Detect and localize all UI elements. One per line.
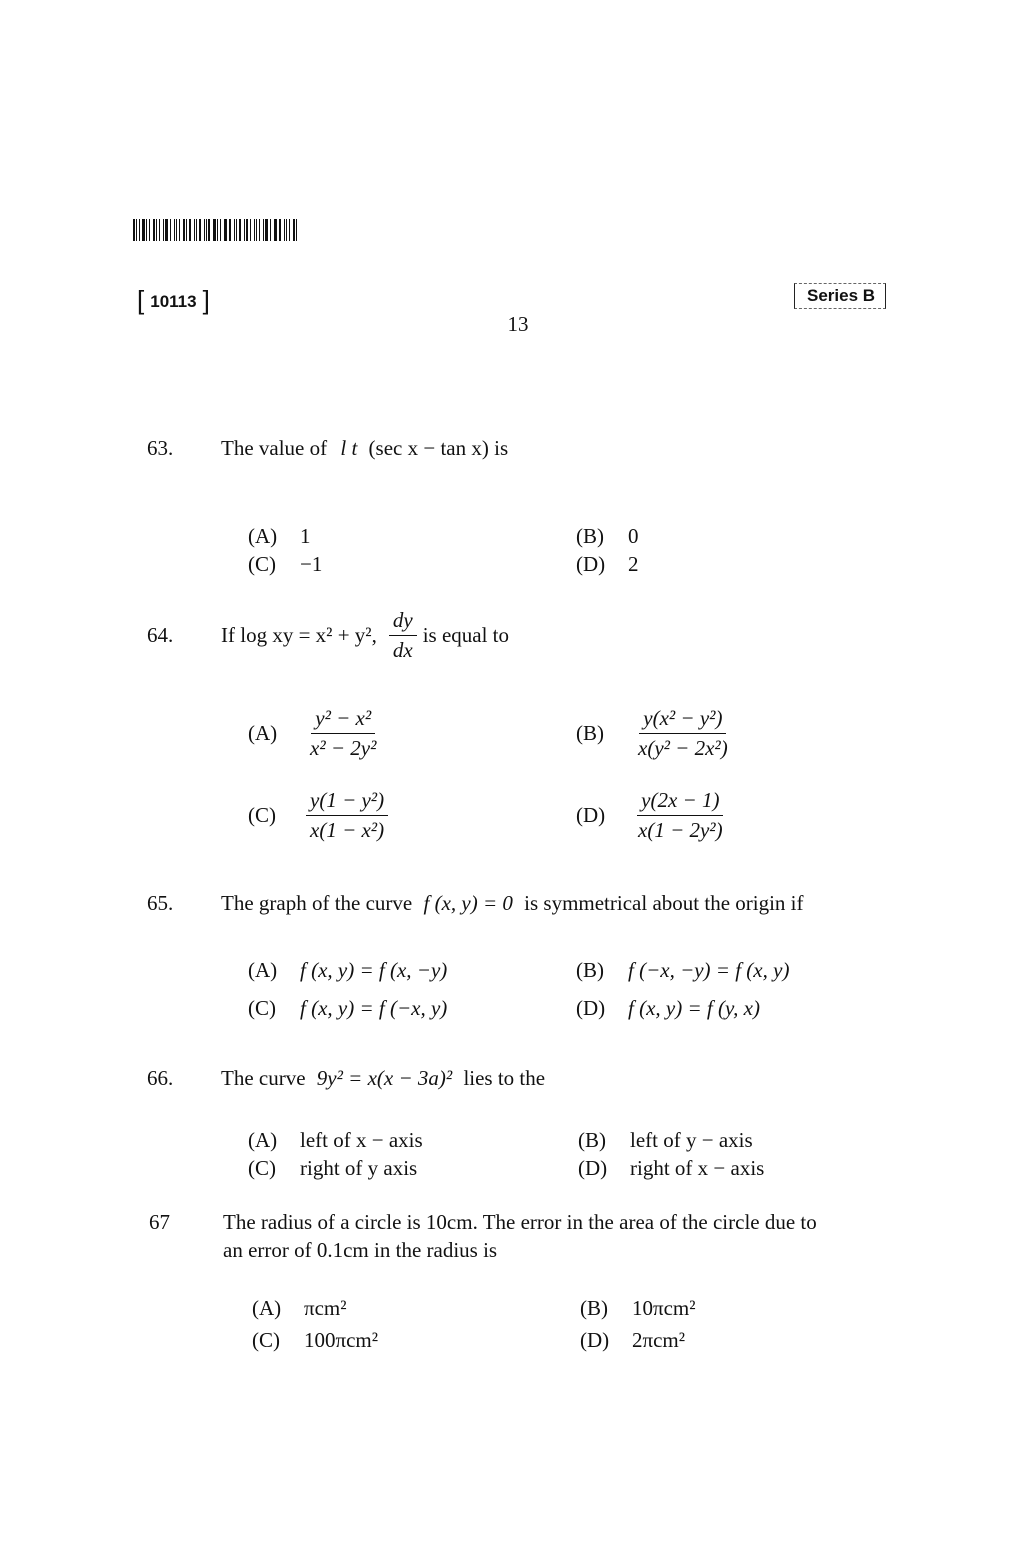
question-text: [221, 891, 804, 916]
option-c[interactable]: [248, 1156, 417, 1181]
barcode-bar: [159, 219, 160, 241]
barcode-bar: [270, 219, 271, 241]
option-label: (C): [248, 803, 276, 827]
barcode-bar: [229, 219, 231, 241]
question-expression: (sec x − tan x): [368, 436, 489, 460]
barcode-bar: [217, 219, 218, 241]
option-label: (D): [578, 1156, 608, 1180]
option-b[interactable]: [580, 1296, 696, 1321]
option-label: (D): [576, 552, 606, 576]
barcode-bar: [244, 219, 245, 241]
fraction-numerator: dy: [389, 608, 417, 636]
barcode-bar: [174, 219, 176, 241]
barcode-bar: [208, 219, 210, 241]
option-label: (B): [576, 721, 604, 745]
fraction-denominator: x² − 2y²: [310, 736, 377, 760]
option-fraction: [634, 706, 732, 761]
option-c[interactable]: [252, 1328, 378, 1353]
option-a[interactable]: [248, 524, 311, 549]
option-text: left of x − axis: [300, 1128, 423, 1152]
question-number: 64.: [147, 623, 174, 647]
barcode-bar: [259, 219, 260, 241]
option-label: (B): [576, 524, 604, 548]
option-d[interactable]: [576, 788, 733, 843]
option-b[interactable]: [578, 1128, 753, 1153]
option-text: 2: [628, 552, 639, 576]
option-c[interactable]: [248, 788, 394, 843]
option-label: (C): [248, 1156, 276, 1180]
barcode-bar: [289, 219, 290, 241]
option-c[interactable]: [248, 552, 322, 577]
barcode-bar: [296, 219, 297, 241]
barcode-bar: [133, 219, 135, 241]
barcode-bar: [279, 219, 281, 241]
option-text: −1: [300, 552, 323, 576]
question-text: [221, 436, 508, 461]
option-label: (B): [578, 1128, 606, 1152]
barcode-bar: [142, 219, 145, 241]
barcode-bar: [250, 219, 251, 241]
question-text-suffix: is equal to: [422, 623, 510, 647]
question-text-prefix: The graph of the curve: [221, 891, 413, 915]
limit-symbol: l t: [340, 436, 358, 460]
series-badge: [794, 283, 886, 309]
option-text: 10πcm²: [632, 1296, 696, 1320]
barcode-bar: [186, 219, 187, 241]
barcode-bar: [275, 219, 277, 241]
question-text-prefix: The value of: [221, 436, 328, 460]
option-label: (D): [580, 1328, 610, 1352]
barcode-bar: [263, 219, 264, 241]
question-text-prefix: The curve: [221, 1066, 306, 1090]
barcode-bar: [213, 219, 216, 241]
option-label: (A): [252, 1296, 282, 1320]
question-text-line-2: an error of 0.1cm in the radius is: [223, 1238, 498, 1262]
series-text: Series B: [807, 286, 876, 305]
option-b[interactable]: [576, 706, 738, 761]
option-c[interactable]: [248, 996, 447, 1021]
option-label: (A): [248, 524, 278, 548]
option-text: f (x, y) = f (y, x): [628, 996, 760, 1020]
option-fraction: [306, 706, 380, 761]
barcode-bar: [206, 219, 207, 241]
barcode-bar: [286, 219, 287, 241]
option-d[interactable]: [576, 996, 760, 1021]
option-text: f (x, y) = f (x, −y): [300, 958, 448, 982]
barcode-bar: [199, 219, 201, 241]
barcode-bar: [274, 219, 275, 241]
barcode-bar: [156, 219, 158, 241]
option-label: (C): [248, 996, 276, 1020]
barcode-bar: [165, 219, 168, 241]
barcode-bar: [149, 219, 150, 241]
option-text: right of x − axis: [630, 1156, 765, 1180]
question-text-suffix: is: [494, 436, 509, 460]
option-label: (C): [248, 552, 276, 576]
option-d[interactable]: [576, 552, 639, 577]
barcode-bar: [220, 219, 221, 241]
option-label: (A): [248, 721, 278, 745]
option-b[interactable]: [576, 524, 639, 549]
barcode-bar: [163, 219, 164, 241]
barcode-bar: [246, 219, 248, 241]
option-label: (B): [576, 958, 604, 982]
fraction-denominator: x(1 − x²): [310, 818, 385, 842]
option-text: f (x, y) = f (−x, y): [300, 996, 448, 1020]
question-number: 63.: [147, 436, 174, 460]
option-text: 2πcm²: [632, 1328, 686, 1352]
fraction-numerator: y(x² − y²): [639, 706, 726, 734]
fraction-denominator: dx: [392, 638, 413, 662]
question-text: [221, 608, 509, 663]
fraction-numerator: y² − x²: [311, 706, 375, 734]
barcode-bar: [146, 219, 147, 241]
fraction-numerator: y(1 − y²): [306, 788, 388, 816]
question-text-suffix: lies to the: [463, 1066, 546, 1090]
barcode-bar: [234, 219, 235, 241]
option-a[interactable]: [252, 1296, 347, 1321]
barcode-bar: [153, 219, 155, 241]
barcode-bar: [204, 219, 205, 241]
barcode-bar: [256, 219, 258, 241]
option-d[interactable]: [580, 1328, 685, 1353]
option-label: (B): [580, 1296, 608, 1320]
option-b[interactable]: [576, 958, 789, 983]
option-a[interactable]: [248, 958, 447, 983]
option-text: 0: [628, 524, 639, 548]
barcode-bar: [196, 219, 197, 241]
question-expression: 9y² = x(x − 3a)²: [316, 1066, 453, 1090]
option-text: 1: [300, 524, 311, 548]
option-text: πcm²: [304, 1296, 347, 1320]
barcode-bar: [183, 219, 185, 241]
option-label: (D): [576, 803, 606, 827]
option-label: (C): [252, 1328, 280, 1352]
barcode-bar: [176, 219, 177, 241]
option-text: left of y − axis: [630, 1128, 753, 1152]
fraction-denominator: x(1 − 2y²): [638, 818, 723, 842]
question-text-suffix: is symmetrical about the origin if: [524, 891, 804, 915]
barcode-bar: [170, 219, 171, 241]
option-a[interactable]: [248, 706, 386, 761]
paper-code: [ 10113 ]: [137, 285, 210, 315]
fraction-numerator: y(2x − 1): [637, 788, 723, 816]
option-label: (A): [248, 958, 278, 982]
barcode-bar: [225, 219, 227, 241]
option-label: (A): [248, 1128, 278, 1152]
barcode-bar: [194, 219, 195, 241]
option-a[interactable]: [248, 1128, 423, 1153]
barcode-bar: [239, 219, 242, 241]
option-d[interactable]: [578, 1156, 764, 1181]
barcode-bar: [265, 219, 268, 241]
barcode-bar: [179, 219, 180, 241]
fraction-denominator: x(y² − 2x²): [638, 736, 728, 760]
question-text-line-1: The radius of a circle is 10cm. The error in the area of the circle due to: [223, 1210, 817, 1234]
question-text-prefix: If log xy = x² + y²,: [221, 623, 377, 647]
question-text: [221, 1066, 545, 1091]
question-number: 67: [149, 1210, 170, 1234]
barcode-bar: [236, 219, 237, 241]
barcode-bar: [254, 219, 255, 241]
barcode-bar: [293, 219, 296, 241]
barcode-bar: [224, 219, 225, 241]
option-text: f (−x, −y) = f (x, y): [628, 958, 790, 982]
option-text: 100πcm²: [304, 1328, 379, 1352]
derivative-fraction: [389, 608, 417, 663]
question-number: 65.: [147, 891, 174, 915]
paper-code-text: 10113: [150, 292, 197, 311]
barcode-bar: [139, 219, 140, 241]
option-text: right of y axis: [300, 1156, 418, 1180]
question-expression: f (x, y) = 0: [423, 891, 513, 915]
option-label: (D): [576, 996, 606, 1020]
option-fraction: [306, 788, 388, 843]
question-number: 66.: [147, 1066, 174, 1090]
barcode: [133, 219, 299, 241]
barcode-bar: [284, 219, 285, 241]
barcode-bar: [189, 219, 192, 241]
barcode-bar: [136, 219, 137, 241]
page-number: 13: [507, 312, 529, 336]
option-fraction: [634, 788, 727, 843]
